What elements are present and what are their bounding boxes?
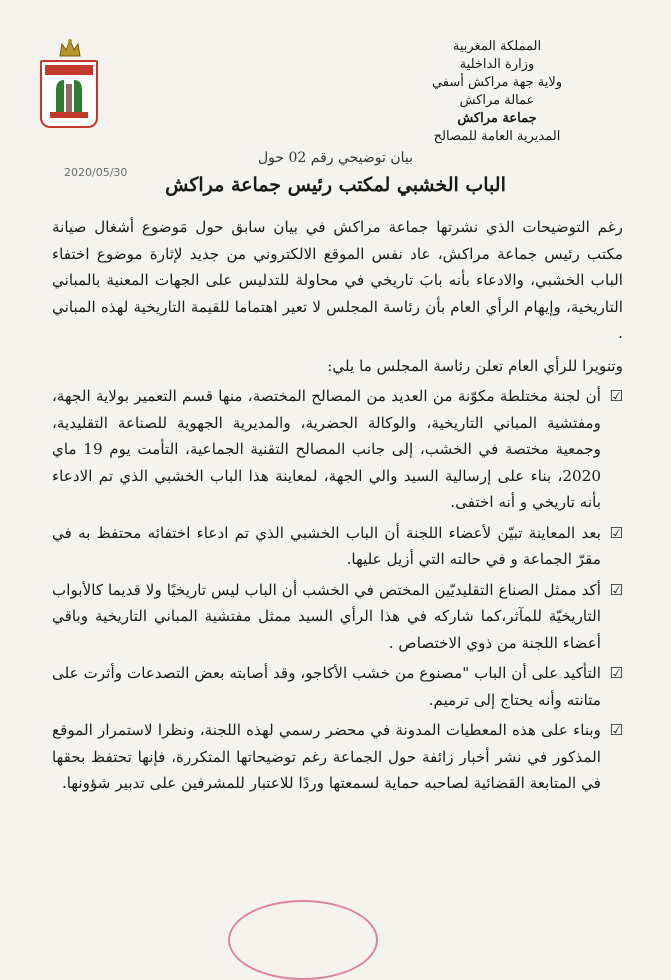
crown-icon	[58, 38, 82, 58]
checkbox-check-icon: ☑	[609, 664, 623, 682]
list-item-text: وبناء على هذه المعطيات المدونة في محضر رسمي لهذه اللجنة، ونظرا لاستمرار الموقع المذكور في نشر أخبار زائفة حول الجماعة رغم توضيحاتها المتكررة، فإنها تحتفظ بحقها في المتابعة القضائية لصاحبه حماية لسمعتها وردًا للاعتبار للمشرفين على تدبير شؤونها.	[52, 721, 601, 792]
list-item	[52, 717, 623, 797]
checkbox-check-icon: ☑	[609, 721, 623, 739]
official-stamp-icon	[228, 900, 378, 980]
bullet-list	[52, 383, 623, 797]
list-item-text: بعد المعاينة تبيّن لأعضاء اللجنة أن الباب الخشبي الذي تم ادعاء اختفائه محتفظ به في مقرّ الجماعة و في حالته التي أزيل عليها.	[52, 523, 601, 568]
document-title: الباب الخشبي لمكتب رئيس جماعة مراكش	[165, 174, 506, 196]
header-ministry: وزارة الداخلية	[459, 57, 535, 72]
shield-icon	[40, 60, 98, 128]
list-item-text: التأكيد على أن الباب "مصنوع من خشب الأكاجو، وقد أصابته بعض التصدعات وأثرت على متانته وأنه يحتاج إلى ترميم.	[52, 664, 601, 709]
lead-paragraph: وتنويرا للرأي العام تعلن رئاسة المجلس ما يلي:	[327, 356, 623, 375]
checkbox-check-icon: ☑	[609, 523, 623, 542]
list-item	[52, 577, 623, 657]
document-subtitle: بيان توضيحي رقم 02 حول	[257, 150, 414, 166]
header-kingdom: المملكة المغربية	[452, 39, 542, 54]
list-item	[52, 383, 623, 516]
checkbox-check-icon: ☑	[609, 580, 623, 599]
document-date: 2020/05/30	[64, 166, 128, 179]
list-item-text: أن لجنة مختلطة مكوّنة من العديد من المصالح المختصة، منها قسم التعمير بولاية الجهة، ومفتشية المباني التاريخية، والوكالة الحضرية، والمديرية الجهوية للصناعة التقليدية، وجمعية مختصة في الخشب، إلى جانب المصالح التقنية الجماعية، التأمت يوم 19 ماي 2020، بناء على إرسالية السيد والي الجهة، لمعاينة هذا الباب الخشبي الذي تم الادعاء بأنه تاريخي و أنه اختفى.	[52, 387, 601, 511]
header-directorate: المديرية العامة للمصالح	[433, 129, 561, 144]
coat-of-arms-icon	[38, 38, 102, 130]
header-prefecture: عمالة مراكش	[459, 93, 535, 108]
list-item	[52, 660, 623, 713]
letterhead	[367, 38, 627, 146]
intro-paragraph: رغم التوضيحات الذي نشرتها جماعة مراكش في بيان سابق حول مَوضوع أشغال صيانة مكتب رئيس جماعة مراكش، عاد نفس الموقع الالكتروني من جديد لإثارة موضوع اختفاء الباب الخشبي، والادعاء بأنه بابَ تاريخي في محاولة للتدليس على الجهات المعنية بالمباني التاريخية، وإيهام الرأي العام بأن رئاسة المجلس لا تعير اهتماما للقيمة التاريخية لهذه المباني .	[52, 218, 623, 342]
document-body	[52, 214, 623, 801]
list-item	[52, 520, 623, 573]
checkbox-check-icon: ☑	[609, 387, 623, 405]
header-commune: جماعة مراكش	[457, 111, 537, 126]
list-item-text: أكد ممثل الصناع التقليديّين المختص في الخشب أن الباب ليس تاريخيًا ولا قديما كالأبواب التاريخيّة للمآثر،كما شاركه في هذا الرأي السيد ممثل مفتشية المباني التاريخية وباقي أعضاء اللجنة من ذوي الاختصاص .	[52, 580, 601, 652]
header-wilaya: ولاية جهة مراكش أسفي	[431, 75, 563, 90]
